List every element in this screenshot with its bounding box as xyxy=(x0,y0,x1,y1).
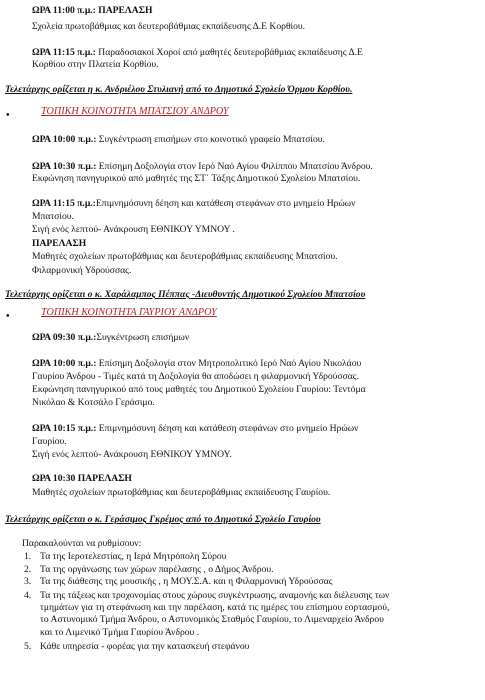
list-item-text: Τα της τάξεως και τροχονομίας στους χώρους συγκέντρωσης, αναμονής και διέλευσης των xyxy=(40,590,390,601)
text-line: Επίσημη Δοξολογία στον Ιερό Ναό Αγίου Φιλίππου Μπατσίου Άνδρου. xyxy=(96,161,373,172)
section-heading: ΤΟΠΙΚΗ ΚΟΙΝΟΤΗΤΑ ΓΑΥΡΙΟΥ ΑΝΔΡΟΥ xyxy=(41,307,217,318)
time-label: ΩΡΑ 11:15 π.μ.: xyxy=(32,198,96,209)
text-line: Μαθητές σχολείων πρωτοβάθμιας και δευτεροβάθμιας εκπαίδευσης Γαυρίου. xyxy=(32,487,331,498)
parade-heading: ΩΡΑ 10:30 ΠΑΡΕΛΑΣΗ xyxy=(32,473,132,484)
text-line: Γαυρίου Άνδρου - Τιμές κατά τη Δοξολογία θα αποδώσει η φιλαρμονική Υδρούσσας. xyxy=(32,371,359,382)
time-line xyxy=(32,423,358,435)
text-line: Συγκέντρωση επισήμων xyxy=(96,332,190,343)
list-item xyxy=(24,576,333,588)
time-line xyxy=(32,161,373,173)
text-line: Εκφώνηση πανηγυρικού από μαθητές της ΣΤ΄ Τάξης Δημοτικού Σχολείου Μπατσίου. xyxy=(32,173,361,184)
time-label: ΩΡΑ 10:30 π.μ.: xyxy=(32,161,97,172)
list-item-text: Τα της διάθεσης της μουσικής , η ΜΟΥ.Σ.Α. και η Φιλαρμονική Υδρούσσας xyxy=(40,576,333,587)
time-label: ΩΡΑ 10:15 π.μ.: xyxy=(32,423,97,434)
list-item-text: Τα της Ιεροτελεστίας, η Ιερά Μητρόπολη Σύρου xyxy=(40,551,227,562)
list-item xyxy=(24,590,389,602)
time-line xyxy=(32,134,325,146)
list-item-number: 2. xyxy=(24,564,32,575)
time-line xyxy=(32,358,361,370)
text-line: Συγκέντρωση επισήμων στο κοινοτικό γραφείο Μπατσίου. xyxy=(96,134,325,145)
time-line xyxy=(32,332,189,344)
time-line xyxy=(32,198,355,210)
text-line: Επιμνημόσυνη δέηση και κατάθεση στεφάνων στο μνημείο Ηρώων xyxy=(96,423,359,434)
master-of-ceremonies-line: Τελετάρχης ορίζεται ο κ. Γεράσιμος Γκρέμος από το Δημοτικό Σχολείο Γαυρίου xyxy=(5,514,321,525)
time-line xyxy=(32,5,152,17)
list-item-number: 5. xyxy=(24,641,32,652)
list-item-text: και το Λιμενικό Τμήμα Γαυρίου Άνδρου . xyxy=(40,627,200,638)
time-label: ΩΡΑ 09:30 π.μ.: xyxy=(32,332,97,343)
list-item xyxy=(24,564,274,576)
list-item xyxy=(24,627,199,639)
time-label: ΩΡΑ 11:00 π.μ.: ΠΑΡΕΛΑΣΗ xyxy=(32,5,153,16)
bullet: • xyxy=(6,311,10,322)
time-label: ΩΡΑ 11:15 π.μ.: xyxy=(32,47,96,58)
text-line: Νικόλαο & Κοτσάλο Γεράσιμο. xyxy=(32,397,155,408)
text-line: Φιλαρμονική Υδρούσσας. xyxy=(32,265,132,276)
list-item-number: 4. xyxy=(24,590,32,601)
time-label: ΩΡΑ 10:00 π.μ.: xyxy=(32,134,97,145)
list-item xyxy=(24,641,249,653)
list-item xyxy=(24,614,384,626)
list-item-text: Τα της οργάνωσης των χώρων παρέλασης , ο Δήμος Άνδρου. xyxy=(40,564,274,575)
list-item-text: Κάθε υπηρεσία - φορέας για την κατασκευή στεφάνου xyxy=(40,641,250,652)
list-item xyxy=(24,602,389,614)
text-line: Σιγή ενός λεπτού- Ανάκρουση ΕΘΝΙΚΟΥ ΥΜΝΟΥ . xyxy=(32,224,235,235)
bullet: • xyxy=(6,110,10,121)
list-item-number: 3. xyxy=(24,576,32,587)
text-line: Επίσημη Δοξολογία στον Μητροπολιτικό Ιερό Ναό Αγίου Νικολάου xyxy=(96,358,362,369)
list-item-text: τμημάτων για τη στεφάνωση και την παρέλαση, κατά τις ημέρες του επίσημου εορτασμού, xyxy=(40,602,390,613)
list-item-number: 1. xyxy=(24,551,32,562)
list-item xyxy=(24,551,226,563)
section-heading: ΤΟΠΙΚΗ ΚΟΙΝΟΤΗΤΑ ΜΠΑΤΣΙΟΥ ΑΝΔΡΟΥ xyxy=(41,106,229,117)
time-line xyxy=(32,47,363,59)
list-intro: Παρακαλούνται να ρυθμίσουν: xyxy=(22,538,142,549)
parade-heading: ΠΑΡΕΛΑΣΗ xyxy=(32,238,87,249)
text-line: Επιμνημόσυνη δέηση και κατάθεση στεφάνων στο μνημείο Ηρώων xyxy=(95,198,356,209)
text-line: Γαυρίου. xyxy=(32,436,67,447)
text-line: Μαθητές σχολείων πρωτοβάθμιας και δευτεροβάθμιας εκπαίδευσης Μπατσίου. xyxy=(32,251,338,262)
list-item-text: το Αστυνομικό Τμήμα Άνδρου, ο Αστυνομικός Σταθμός Γαυρίου, το Λιμεναρχείο Άνδρου xyxy=(40,614,384,625)
text-line: Μπατσίου. xyxy=(32,211,74,222)
text-line: Σιγή ενός λεπτού- Ανάκρουση ΕΘΝΙΚΟΥ ΥΜΝΟΥ. xyxy=(32,449,232,460)
master-of-ceremonies-line: Τελετάρχης ορίζεται ο κ. Χαράλαμπος Πέππας -Διευθυντής Δημοτικού Σχολείου Μπατσίου xyxy=(5,289,366,300)
text-line: Εκφώνηση πανηγυρικού από τους μαθητές του Δημοτικού Σχολείου Γαυρίου: Τεντόμα xyxy=(32,384,366,395)
text-line: Παραδοσιακοί Χοροί από μαθητές δευτεροβάθμιας εκπαίδευσης Δ.Ε xyxy=(95,47,363,58)
time-label: ΩΡΑ 10:00 π.μ.: xyxy=(32,358,97,369)
text-line: Κορθίου στην Πλατεία Κορθίου. xyxy=(32,59,159,70)
text-line: Σχολεία πρωτοβάθμιας και δευτεροβάθμιας εκπαίδευσης Δ.Ε Κορθίου. xyxy=(32,21,306,32)
master-of-ceremonies-line: Τελετάρχης ορίζεται η κ. Ανδριέλου Στυλιανή από το Δημοτικό Σχολείο Όρμου Κορθίου. xyxy=(5,84,353,95)
